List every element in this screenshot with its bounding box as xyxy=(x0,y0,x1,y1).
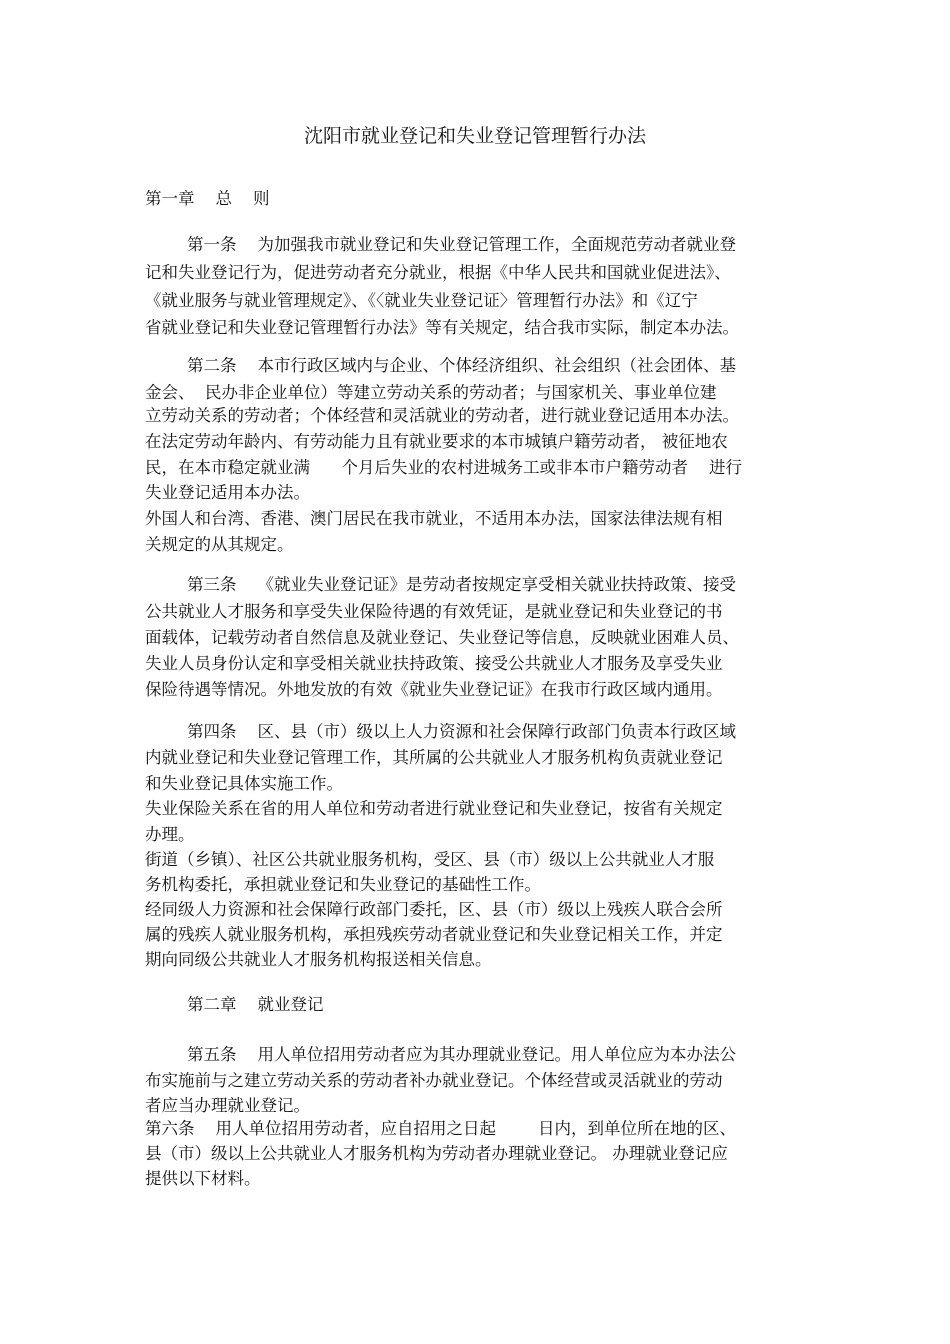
text-line: 失业保险关系在省的用人单位和劳动者进行就业登记和失业登记，按省有关规定 xyxy=(145,799,723,818)
text-line: 办理。 xyxy=(145,825,195,844)
text-line: 金会、 民办非企业单位）等建立劳动关系的劳动者；与国家机关、事业单位建 xyxy=(145,383,717,402)
text-line: 第六条 用人单位招用劳动者，应自招用之日起 日内，到单位所在地的区、 xyxy=(145,1119,736,1138)
text-line: 第一条 为加强我市就业登记和失业登记管理工作，全面规范劳动者就业登 xyxy=(145,235,736,254)
text-line: 失业登记适用本办法。 xyxy=(145,483,310,502)
text-line: 民，在本市稳定就业满 个月后失业的农村进城务工或非本市户籍劳动者 进行 xyxy=(145,458,742,477)
text-line: 第四条 区、县（市）级以上人力资源和社会保障行政部门负责本行政区域 xyxy=(145,722,736,741)
document-title: 沈阳市就业登记和失业登记管理暂行办法 xyxy=(303,125,646,147)
text-line: 属的残疾人就业服务机构，承担残疾劳动者就业登记和失业登记相关工作，并定 xyxy=(145,925,723,944)
text-line: 在法定劳动年龄内、有劳动能力且有就业要求的本市城镇户籍劳动者， 被征地农 xyxy=(145,432,728,451)
text-line: 省就业登记和失业登记管理暂行办法》等有关规定，结合我市实际，制定本办法。 xyxy=(145,318,739,337)
chapter-heading: 第一章 总 则 xyxy=(145,189,270,208)
text-line: 第二条 本市行政区域内与企业、个体经济组织、社会组织（社会团体、基 xyxy=(145,356,736,375)
text-line: 面载体，记载劳动者自然信息及就业登记、失业登记等信息，反映就业困难人员、 xyxy=(145,628,739,647)
text-line: 关规定的从其规定。 xyxy=(145,535,294,554)
text-line: 提供以下材料。 xyxy=(145,1169,261,1188)
text-line: 内就业登记和失业登记管理工作，其所属的公共就业人才服务机构负责就业登记 xyxy=(145,748,723,767)
text-line: 街道（乡镇）、社区公共就业服务机构，受区、县（市）级以上公共就业人才服 xyxy=(145,850,715,869)
text-line: 期向同级公共就业人才服务机构报送相关信息。 xyxy=(145,950,492,969)
text-line: 记和失业登记行为，促进劳动者充分就业，根据《中华人民共和国就业促进法》、 xyxy=(145,263,731,282)
text-line: 外国人和台湾、香港、澳门居民在我市就业，不适用本办法，国家法律法规有相 xyxy=(145,509,723,528)
text-line: 第三条 《就业失业登记证》是劳动者按规定享受相关就业扶持政策、接受 xyxy=(145,575,736,594)
text-line: 第五条 用人单位招用劳动者应为其办理就业登记。用人单位应为本办法公 xyxy=(145,1045,736,1064)
text-line: 立劳动关系的劳动者；个体经营和灵活就业的劳动者，进行就业登记适用本办法。 xyxy=(145,406,739,425)
text-line: 保险待遇等情况。外地发放的有效《就业失业登记证》在我市行政区域内通用。 xyxy=(145,680,723,699)
text-line: 经同级人力资源和社会保障行政部门委托，区、县（市）级以上残疾人联合会所 xyxy=(145,900,723,919)
chapter-heading: 第二章 就业登记 xyxy=(145,995,324,1014)
text-line: 公共就业人才服务和享受失业保险待遇的有效凭证，是就业登记和失业登记的书 xyxy=(145,602,723,621)
text-line: 县（市）级以上公共就业人才服务机构为劳动者办理就业登记。 办理就业登记应 xyxy=(145,1144,728,1163)
text-line: 《就业服务与就业管理规定》、《〈就业失业登记证〉管理暂行办法》和《辽宁 xyxy=(145,291,698,310)
text-line: 和失业登记具体实施工作。 xyxy=(145,774,343,793)
text-line: 失业人员身份认定和享受相关就业扶持政策、接受公共就业人才服务及享受失业 xyxy=(145,654,723,673)
text-line: 布实施前与之建立劳动关系的劳动者补办就业登记。个体经营或灵活就业的劳动 xyxy=(145,1071,723,1090)
text-line: 者应当办理就业登记。 xyxy=(145,1096,310,1115)
text-line: 务机构委托，承担就业登记和失业登记的基础性工作。 xyxy=(145,875,541,894)
